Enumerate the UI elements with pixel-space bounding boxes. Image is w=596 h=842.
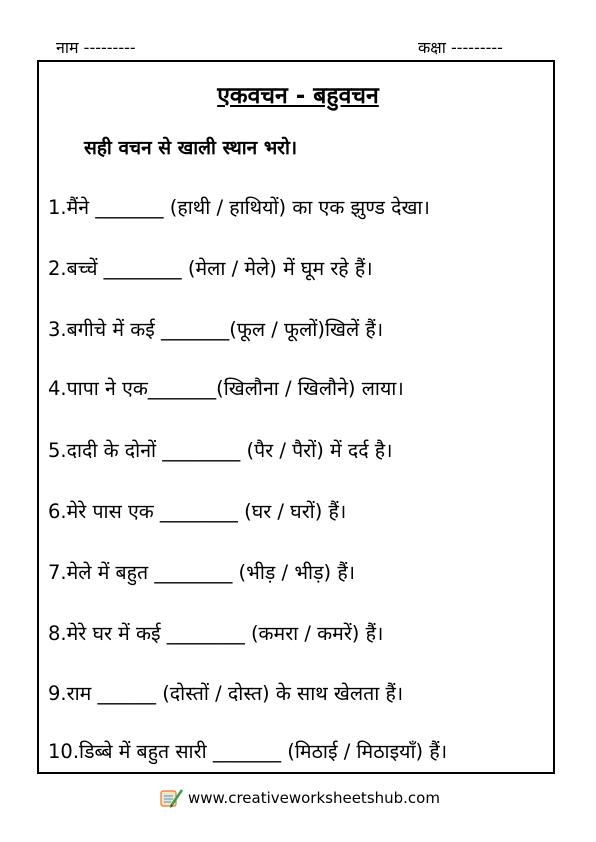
- question-number: 1.: [48, 196, 67, 219]
- question-text: बगीचे में कई _______(फूल / फूलों)खिलें हैं।: [66, 318, 384, 341]
- name-field-label: नाम ---------: [56, 38, 136, 57]
- question-item: [48, 315, 553, 342]
- question-text: डिब्बे में बहुत सारी _______ (मिठाई / मिठाइयाँ) हैं।: [79, 740, 448, 763]
- question-number: 6.: [48, 500, 67, 523]
- question-item: [48, 558, 553, 585]
- question-item: [48, 374, 553, 401]
- instruction-text: सही वचन से खाली स्थान भरो।: [84, 137, 298, 159]
- question-number: 8.: [48, 622, 67, 645]
- question-item: [48, 254, 553, 281]
- class-field-label: कक्षा ---------: [418, 38, 503, 57]
- question-number: 4.: [48, 377, 67, 400]
- worksheet-border: [37, 60, 555, 774]
- question-number: 3.: [48, 318, 67, 341]
- question-text: मैंने _______ (हाथी / हाथियों) का एक झुण्ड देखा।: [66, 196, 430, 219]
- question-item: [48, 193, 553, 220]
- pencil-paper-icon: [158, 787, 184, 809]
- question-number: 7.: [48, 561, 67, 584]
- question-text: पापा ने एक_______(खिलौना / खिलौने) लाया।: [66, 377, 404, 400]
- question-number: 10.: [48, 740, 80, 763]
- question-item: [48, 497, 553, 524]
- question-item: [48, 619, 553, 646]
- footer: [158, 787, 440, 809]
- question-number: 5.: [48, 439, 67, 462]
- question-item: [48, 436, 553, 463]
- question-item: [48, 679, 553, 706]
- question-text: मेले में बहुत ________ (भीड़ / भीड़) हैं।: [66, 561, 356, 584]
- website-url[interactable]: www.creativeworksheetshub.com: [188, 789, 440, 807]
- worksheet-title: एकवचन - बहुवचन: [217, 83, 379, 109]
- question-text: राम ______ (दोस्तों / दोस्त) के साथ खेलता हैं।: [66, 682, 404, 705]
- question-number: 2.: [48, 257, 67, 280]
- question-text: दादी के दोनों ________ (पैर / पैरों) में दर्द है।: [66, 439, 393, 462]
- question-number: 9.: [48, 682, 67, 705]
- question-text: बच्चें ________ (मेला / मेले) में घूम रहे हैं।: [66, 257, 373, 280]
- question-text: मेरे पास एक ________ (घर / घरों) हैं।: [66, 500, 347, 523]
- question-item: [48, 737, 553, 764]
- question-text: मेरे घर में कई ________ (कमरा / कमरें) हैं।: [66, 622, 384, 645]
